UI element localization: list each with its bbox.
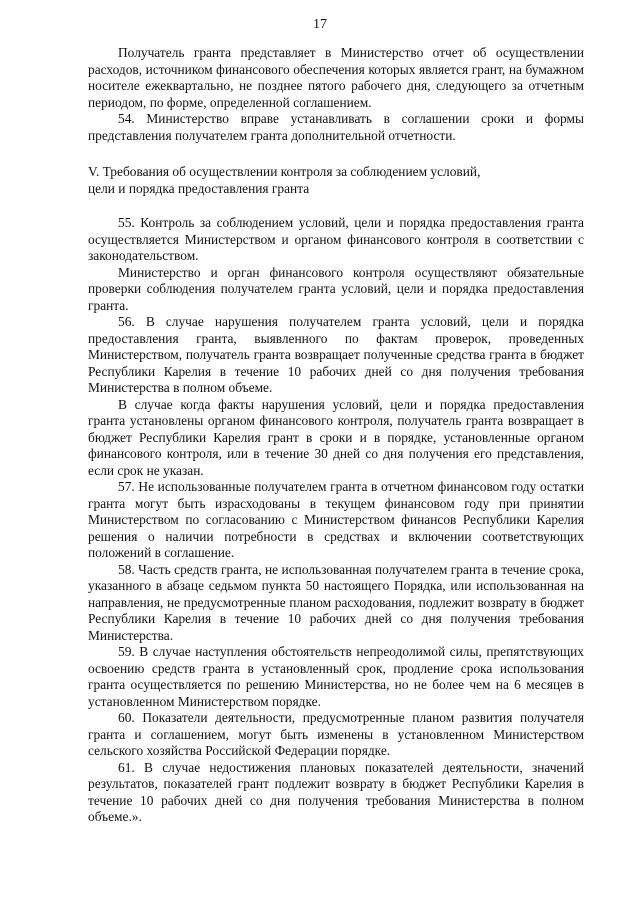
paragraph-report-submission: Получатель гранта представляет в Министерство отчет об осуществлении расходов, источником финансового обеспечения которых является грант, на бумажном носителе ежеквартально, не позднее пятого рабочего дня, следующего за отчетным периодом, по форме, определенной соглашением. [88,45,584,110]
paragraph-56: 56. В случае нарушения получателем гранта условий, цели и порядка предоставления гранта, выявленного по фактам проверок, проведенных Министерством, получатель гранта возвращает полученные средства гранта в бюджет Республики Карелия в течение 10 рабочих дней со дня получения требования Министерства в полном объеме. [88,314,584,395]
page-number: 17 [313,17,327,32]
paragraph-56-financial-control: В случае когда факты нарушения условий, цели и порядка предоставления гранта установлены органом финансового контроля, получатель гранта возвращает в бюджет Республики Карелия грант в сроки и в порядке, установленные органом финансового контроля, или в течение 30 дней со дня получения его представления, если срок не указан. [88,396,584,478]
document-body [88,45,584,826]
paragraph-59: 59. В случае наступления обстоятельств непреодолимой силы, препятствующих освоению средств гранта в установленный срок, продление срока использования гранта осуществляется по решению Министерства, но не более чем на 6 месяцев в установленном Министерством порядке. [88,644,584,709]
paragraph-61: 61. В случае недостижения плановых показателей деятельности, значений результатов, показателей грант подлежит возврату в бюджет Республики Карелия в течение 10 рабочих дней со дня получения требования Министерства в полном объеме.». [88,759,584,824]
paragraph-57: 57. Не использованные получателем гранта в отчетном финансовом году остатки гранта могут быть израсходованы в текущем финансовом году при принятии Министерством по согласованию с Министерством финансов Республики Карелия решения о наличии потребности в средствах и включении соответствующих положений в соглашение. [88,479,584,560]
paragraph-55-inspections: Министерство и орган финансового контроля осуществляют обязательные проверки соблюдения получателем гранта условий, цели и порядка предоставления гранта. [88,264,584,313]
paragraph-55: 55. Контроль за соблюдением условий, цели и порядка предоставления гранта осуществляется Министерством и органом финансового контроля в соответствии с законодательством. [88,215,584,263]
section-heading-line-1: V. Требования об осуществлении контроля за соблюдением условий, [88,164,481,179]
section-heading [88,164,584,197]
paragraph-60: 60. Показатели деятельности, предусмотренные планом развития получателя гранта и соглашением, могут быть изменены в установленном Министерством сельского хозяйства Российской Федерации порядке. [88,710,584,758]
paragraph-58: 58. Часть средств гранта, не использованная получателем гранта в течение срока, указанного в абзаце седьмом пункта 50 настоящего Порядка, или использованная на направления, не предусмотренные планом расходования, подлежит возврату в бюджет Республики Карелия в течение 10 рабочих дней со дня получения требования Министерства. [88,561,584,643]
paragraph-54: 54. Министерство вправе устанавливать в соглашении сроки и формы представления получателем гранта дополнительной отчетности. [88,111,584,143]
section-heading-line-2: цели и порядка предоставления гранта [88,180,310,196]
